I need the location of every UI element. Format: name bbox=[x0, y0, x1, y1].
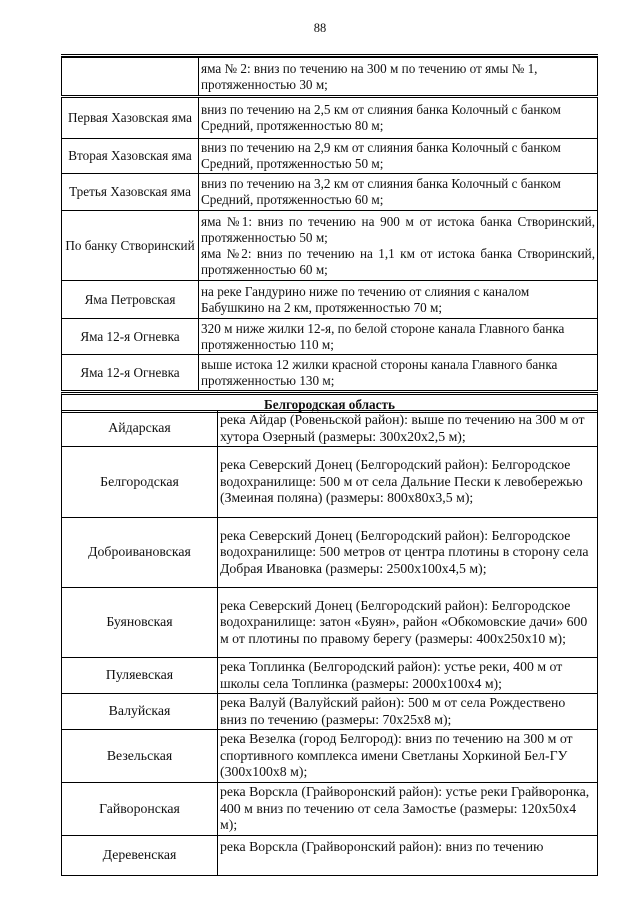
pit-description: на реке Гандурино ниже по течению от слияния с каналом Бабушкино на 2 км, протяженностью 70 м; bbox=[199, 281, 598, 319]
table-row bbox=[62, 58, 598, 97]
table-row bbox=[62, 783, 598, 836]
pit-name: Гайворонская bbox=[62, 783, 218, 836]
pit-description: река Северский Донец (Белгородский район): Белгородское водохранилище: 500 м от села Дальние Пески к левобережью (Змеиная поляна) (размеры: 800х80х3,5 м); bbox=[218, 447, 598, 518]
table-row bbox=[62, 281, 598, 319]
pit-name: Валуйская bbox=[62, 694, 218, 730]
pit-description: яма № 2: вниз по течению на 300 м по течению от ямы № 1, протяженностью 30 м; bbox=[199, 58, 598, 97]
pit-description: река Ворскла (Грайворонский район): устье реки Грайворонка, 400 м вниз по течению от села Замостье (размеры: 120х50х4 м); bbox=[218, 783, 598, 836]
pit-name: Яма 12-я Огневка bbox=[62, 355, 199, 391]
table-row bbox=[62, 411, 598, 447]
pit-description: 320 м ниже жилки 12-я, по белой стороне канала Главного банка протяженностью 110 м; bbox=[199, 319, 598, 355]
pit-description: вниз по течению на 2,5 км от слияния банка Колочный с банком Средний, протяженностью 80 м; bbox=[199, 97, 598, 139]
pit-name: Белгородская bbox=[62, 447, 218, 518]
table-row bbox=[62, 139, 598, 174]
pit-description-line: яма №1: вниз по течению на 900 м от истока банка Створинский, протяженностью 50 м; bbox=[201, 213, 595, 245]
pit-name: Пуляевская bbox=[62, 658, 218, 694]
pit-description: вниз по течению на 2,9 км от слияния банка Колочный с банком Средний, протяженностью 50 м; bbox=[199, 139, 598, 174]
pit-description: вниз по течению на 3,2 км от слияния банка Колочный с банком Средний, протяженностью 60 м; bbox=[199, 174, 598, 211]
pit-name: Яма Петровская bbox=[62, 281, 199, 319]
pit-description: река Везелка (город Белгород): вниз по течению на 300 м от спортивного комплекса имени Светланы Хоркиной Бел-ГУ (300х100х8 м); bbox=[218, 730, 598, 783]
pit-description: река Северский Донец (Белгородский район): Белгородское водохранилище: затон «Буян», район «Обкомовские дачи» 600 м от плотины по правому берегу (размеры: 400х250х10 м); bbox=[218, 588, 598, 658]
table-row bbox=[62, 658, 598, 694]
region-title: Белгородская область bbox=[61, 392, 598, 413]
table-row bbox=[62, 355, 598, 391]
page-number: 88 bbox=[313, 21, 327, 35]
pit-name: Айдарская bbox=[62, 411, 218, 447]
table-row bbox=[62, 447, 598, 518]
table-row bbox=[62, 319, 598, 355]
fishing-pits-table-belgorod bbox=[61, 410, 598, 876]
table-row bbox=[62, 97, 598, 139]
pit-description: река Айдар (Ровеньской район): выше по течению на 300 м от хутора Озерный (размеры: 300х20х2,5 м); bbox=[218, 411, 598, 447]
pit-name: Везельская bbox=[62, 730, 218, 783]
pit-description bbox=[199, 211, 598, 281]
table-row bbox=[62, 211, 598, 281]
pit-name bbox=[62, 58, 199, 97]
pit-name: Третья Хазовская яма bbox=[62, 174, 199, 211]
pit-description-line: яма №2: вниз по течению на 1,1 км от истока банка Створинский, протяженностью 60 м; bbox=[201, 245, 595, 277]
table-row bbox=[62, 588, 598, 658]
pit-description: река Ворскла (Грайворонский район): вниз по течению bbox=[218, 836, 598, 876]
pit-description: выше истока 12 жилки красной стороны канала Главного банка протяженностью 130 м; bbox=[199, 355, 598, 391]
pit-name: Первая Хазовская яма bbox=[62, 97, 199, 139]
table-row bbox=[62, 518, 598, 588]
pit-description: река Валуй (Валуйский район): 500 м от села Рождествено вниз по течению (размеры: 70х25х8 м); bbox=[218, 694, 598, 730]
pit-name: Вторая Хазовская яма bbox=[62, 139, 199, 174]
pit-name: По банку Створинский bbox=[62, 211, 199, 281]
fishing-pits-table-upper bbox=[61, 54, 598, 391]
table-row bbox=[62, 174, 598, 211]
pit-name: Доброивановская bbox=[62, 518, 218, 588]
pit-name: Деревенская bbox=[62, 836, 218, 876]
table-row bbox=[62, 836, 598, 876]
table-row bbox=[62, 694, 598, 730]
pit-name: Буяновская bbox=[62, 588, 218, 658]
pit-description: река Топлинка (Белгородский район): устье реки, 400 м от школы села Топлинка (размеры: 2000х100х4 м); bbox=[218, 658, 598, 694]
pit-name: Яма 12-я Огневка bbox=[62, 319, 199, 355]
pit-description: река Северский Донец (Белгородский район): Белгородское водохранилище: 500 метров от центра плотины в сторону села Добрая Ивановка (размеры: 2500х100х4,5 м); bbox=[218, 518, 598, 588]
table-row bbox=[62, 730, 598, 783]
